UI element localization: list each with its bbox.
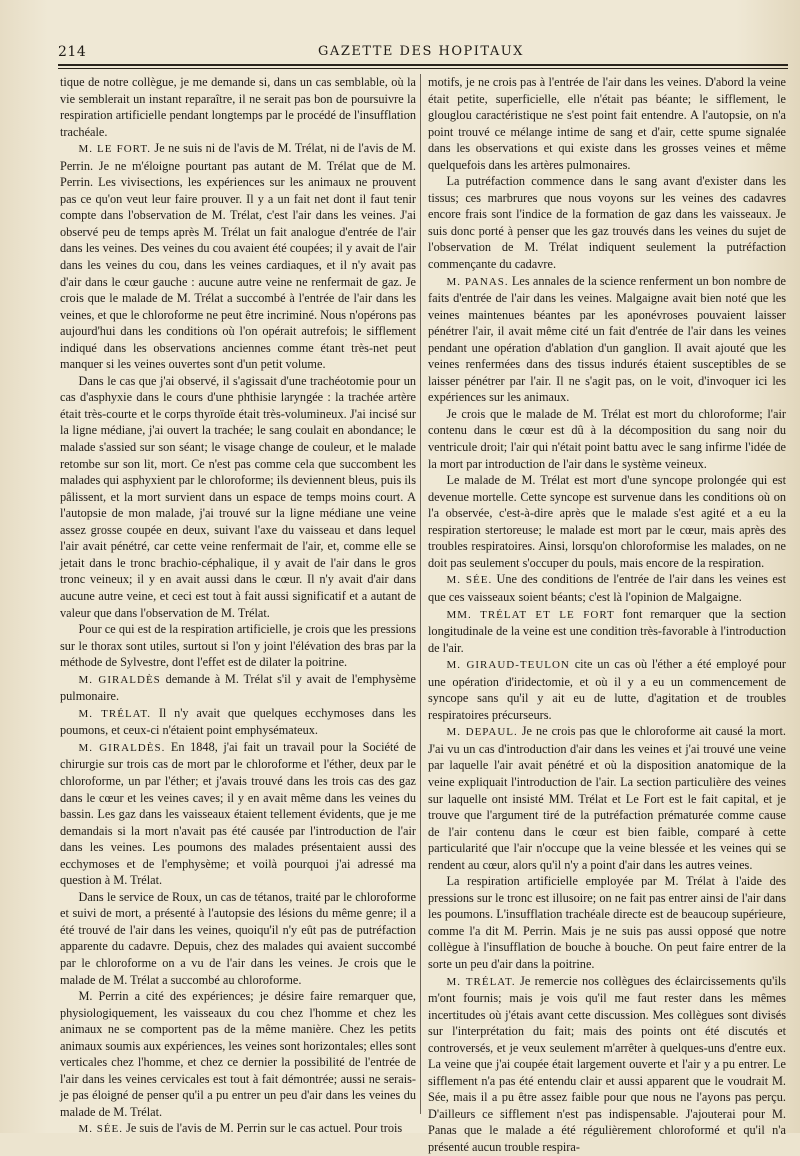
paragraph-text: font remarquer que la section longitudinale de la veine est une condition très-favorable à l'introduction de l'air. [428,606,786,655]
paragraph [60,74,416,140]
paragraph-text: Il n'y avait que quelques ecchymoses dans les poumons, et ceux-ci n'étaient point emphysémateux. [60,705,416,738]
paragraph [428,173,786,272]
speaker-name: M. GIRALDÈS [78,673,161,686]
speaker-name: M. SÉE. [446,574,493,587]
paragraph-text: Je remercie nos collègues des éclaircissements qu'ils m'ont fournis; mais je vois qu'il me faut rester dans les mêmes incertitudes où j'étais avant cette discussion. Mes collègues sont divisés sur l'interprétation du fait; mais des points ont été discutés et controversés, et je veux seulement m'arrêter à quelques-uns d'entre eux. La veine que j'ai coupée était largement ouverte et l'air y a pu entrer. Le sifflement n'a pas été entendu clair et aussi apparent que le voudrait M. Sée, mais il a pu être assez faible pour que nous ne l'ayons pas perçu. D'ailleurs ce sifflement n'est pas indispensable. J'ajouterai pour M. Panas que le malade a été régulièrement chloroformé et qu'il n'a présenté aucun trouble respira- [428,973,786,1154]
paragraph-text: La respiration artificielle employée par M. Trélat à l'aide des pressions sur le tronc est illusoire; on ne fait pas entrer ainsi de l'air dans les poumons. L'insufflation trachéale directe est de beaucoup supérieure, comme l'a dit M. Perrin. Mais je ne suis pas aussi opposé que notre collègue à l'insufflation de bouche à bouche. On peut faire entrer de la sorte un peu d'air dans la poitrine. [428,874,786,971]
speaker-name: M. TRÉLAT. [446,975,516,988]
paragraph-text: Pour ce qui est de la respiration artificielle, je crois que les pressions sur le thorax sont utiles, surtout si l'on y joint l'élévation des bras par la méthode de Sylvestre, dont l'effet est de dilater la poitrine. [60,622,416,670]
paragraph [428,873,786,972]
paragraph [428,606,786,657]
paragraph [428,656,786,723]
paragraph-text: Le malade de M. Trélat est mort d'une syncope prolongée qui est devenue mortelle. Cette syncope est survenue dans les conditions où on l'a observée, c'est-à-dire après que le malade s'est agité et a eu la respiration stertoreuse; le malade est mort par le cœur, mais après des troubles respiratoires. Ainsi, lorsqu'on chloroformise les malades, on ne doit pas seulement s'occuper du pouls, mais encore de la respiration. [428,473,786,570]
paragraph-text: M. Perrin a cité des expériences; je désire faire remarquer que, physiologiquement, les vaisseaux du cou chez l'homme et chez les animaux ne se comportent pas de la même manière. Chez les petits animaux soumis aux expériences, les veines sont horizontales; elles sont verticales chez l'homme, et chez ce dernier la possibilité de l'entrée de l'air dans les veines cervicales est tout à fait démontrée; aussi ne serais-je pas éloigné de penser qu'il a pu entrer un peu d'air dans les veines du malade de M. Trélat. [60,989,416,1119]
journal-title: GAZETTE DES HOPITAUX [318,44,524,59]
paragraph [428,472,786,571]
paragraph-text: Je ne crois pas que le chloroforme ait causé la mort. J'ai vu un cas d'introduction d'air dans les veines et j'ai trouvé une veine par laquelle l'air avait pénétré et où la disposition anatomique de la veine expliquait l'introduction de l'air. La section particulière des veines sur laquelle ont insisté MM. Trélat et Le Fort est le fait capital, et je trouve que l'argument tiré de la putréfaction prématurée comme cause de l'air contenu dans le cœur est bien faible, comparé à cette particularité que l'air n'occupe que la veine blessée et les veines qui se rendent au cœur, alors qu'il n'y a point d'air dans les autres veines. [428,724,786,872]
paragraph [60,705,416,739]
speaker-name: M. SÉE. [78,1123,124,1136]
paragraph [60,889,416,988]
paragraph [428,406,786,472]
paragraph [60,373,416,621]
paragraph [60,140,416,373]
paragraph [60,1120,416,1138]
header-rule [58,64,788,66]
speaker-name: M. LE FORT. [78,143,151,156]
paragraph-text: La putréfaction commence dans le sang avant d'exister dans les tissus; ces marbrures que nous voyons sur les veines des cadavres encore frais sont l'indice de la formation de gaz dans les vaisseaux. Je suis donc porté à penser que les gaz trouvés dans les veines du sujet de l'observation de M. Trélat indiquent seulement la putréfaction commençante du cadavre. [428,174,786,272]
paragraph-text: En 1848, j'ai fait un travail pour la Société de chirurgie sur trois cas de mort par le chloroforme et l'éther, deux par le chloroforme, un par l'éther; et j'avais trouvé dans les trois cas des gaz dans le cœur et les veines caves; il y en avait même dans les veines du bassin. Les gaz dans les vaisseaux étaient tellement évidents, que je me demandais si la mort n'avait pas été causée par l'introduction de l'air dans les veines. Les poumons des malades présentaient aussi des ecchymoses et de l'emphysème; et voilà pourquoi j'ai adressé ma question à M. Trélat. [60,739,417,888]
paragraph-text: Une des conditions de l'entrée de l'air dans les veines est que ces vaisseaux soient béants; c'est là l'opinion de Malgaigne. [428,572,786,604]
paragraph [60,671,416,705]
paragraph [428,74,786,173]
header-rule-thin [58,68,788,69]
speaker-name: M. GIRAUD-TEULON [446,659,570,672]
paragraph-text: cite un cas où l'éther a été employé pour une opération d'iridectomie, et où il y a eu un commencement de syncope sans qu'il y ait eu de lutte, d'agitation et de troubles respiratoires précurseurs. [428,657,786,722]
paragraph [60,739,416,889]
paragraph-text: Dans le service de Roux, un cas de tétanos, traité par le chloroforme et suivi de mort, a présenté à l'autopsie des lésions du même genre; il a été trouvé de l'air dans les veines, quoiqu'il n'y eût pas de putréfaction apparente du cadavre. Depuis, chez des malades qui avaient succombé par le chloroforme on a vu de l'air dans les veines. Je crois que le malade de M. Trélat a succombé au chloroforme. [60,889,416,987]
speaker-name: MM. TRÉLAT ET LE FORT [446,608,615,621]
paragraph [428,273,786,406]
paragraph [428,973,786,1156]
speaker-name: M. DEPAUL. [446,726,518,739]
page-number: 214 [58,44,87,60]
paragraph-text: Dans le cas que j'ai observé, il s'agissait d'une trachéotomie pour un cas d'asphyxie dans le cours d'une phthisie laryngée : la trachée artère était très-courte et le corps thyroïde était très-volumineux. J'ai incisé sur la ligne médiane, j'ai ouvert la trachée; le sang coulait en abondance; le malade s'assied sur son séant; le visage change de couleur, et le malade retombe sur son lit, mort. Ce n'est pas comme cela que succombent les malades qui asphyxient par le chloroforme; ils deviennent bleus, puis ils pâlissent, et la mort survient dans un espace de temps moins court. A l'autopsie de mon malade, j'ai trouvé sur la ligne médiane une veine assez grosse coupée en deux, suivant l'axe du vaisseau et dans lequel l'air avait pénétré, car cette veine renfermait de l'air, et, comme elle se jetait dans le tronc brachio-céphalique, il y avait de l'air dans le gros tronc veineux; il y en avait aussi dans le cœur. Il n'y avait d'air dans aucune autre veine, et ceci est tout à fait aussi significatif et a autant de valeur que dans l'observation de M. Trélat. [60,373,416,620]
speaker-name: M. GIRALDÈS. [78,741,166,754]
column-divider [420,74,421,1114]
paragraph [60,988,416,1120]
paragraph-text: tique de notre collègue, je me demande si, dans un cas semblable, où la vie semblerait un instant reparaître, il ne serait pas bon de poursuivre la respiration artificielle pendant longtemps par le procédé de l'insufflation trachéale. [60,75,416,139]
paragraph-text: demande à M. Trélat s'il y avait de l'emphysème pulmonaire. [60,671,417,704]
page-header [58,44,784,66]
right-column [428,74,786,1154]
left-column [60,74,417,1136]
paragraph [428,571,786,605]
speaker-name: M. TRÉLAT. [78,707,152,720]
paragraph-text: Je ne suis ni de l'avis de M. Trélat, ni de l'avis de M. Perrin. Je ne m'éloigne pourtant pas autant de M. Trélat que de M. Perrin. Les vivisections, les expériences sur les animaux ne prouvent pas ce qu'on veut leur faire prouver. Il y a un fait net dont il faut tenir compte dans l'observation de M. Trélat, c'est l'air dans les veines. J'ai observé peu de temps après M. Trélat un fait analogue d'entrée de l'air dans les veines. Des veines du cou avaient été coupées; il y avait de l'air dans les veines du cou, dans les veines cardiaques, et il n'y avait pas d'air dans le cœur gauche : aucune autre veine ne renfermait de gaz. Je crois que le malade de M. Trélat a succombé à l'entrée de l'air dans les veines, et que le chloroforme ne peut être incriminé. Nous n'opérons pas aujourd'hui dans les conditions où l'on opérait autrefois; le sifflement indiqué dans les observations anciennes comme étant très-net peut manquer si les veines ouvertes sont d'un petit volume. [60,141,416,372]
paragraph-text: Je suis de l'avis de M. Perrin sur le cas actuel. Pour trois [126,1121,403,1136]
paragraph-text: Je crois que le malade de M. Trélat est mort du chloroforme; l'air contenu dans le cœur est dû à la décomposition du sang noir du ventricule droit; l'air qui n'était point battu avec le sang infirme l'idée de la mort par introduction de l'air dans le système veineux. [428,406,786,471]
paragraph-text: Les annales de la science renferment un bon nombre de faits d'entrée de l'air dans les veines. Malgaigne avait bien noté que les veines maintenues béantes par les aponévroses pouvaient laisser pénétrer l'air, il avait même cité un fait d'entrée de l'air dans les veines pendant une opération d'ablation d'un ganglion. Il avait ajouté que les veines renfermées dans des tissus indurés étaient susceptibles de se laisser pénétrer par l'air. Il ne s'agit pas, on le voit, d'invoquer ici les expériences sur les animaux. [428,273,786,405]
paragraph-text: motifs, je ne crois pas à l'entrée de l'air dans les veines. D'abord la veine était petite, superficielle, elle n'était pas béante; le sifflement, le glouglou caractéristique ne s'est point fait entendre. A l'autopsie, on n'a point trouvé ce mélange intime de sang et d'air, cette spume signalée dans les observations et qui existe dans les grosses veines et même quelquefois dans les artères pulmonaires. [428,75,786,172]
paragraph [60,621,416,671]
paragraph [428,723,786,873]
speaker-name: M. PANAS. [446,275,509,288]
